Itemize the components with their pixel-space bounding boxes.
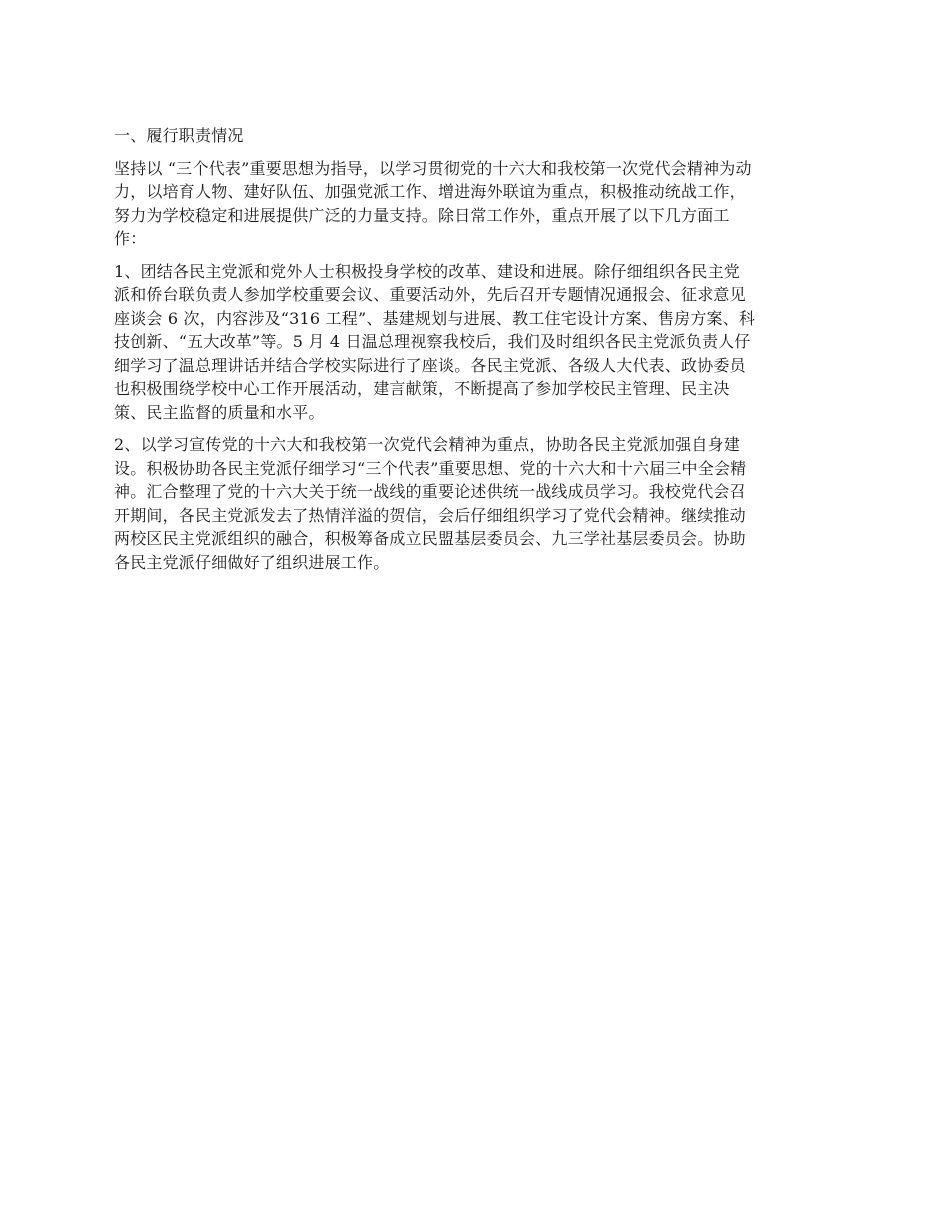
paragraph-line: 力，以培育人物、建好队伍、加强党派工作、增进海外联谊为重点，积极推动统战工作，	[114, 182, 746, 201]
paragraph-intro	[114, 157, 840, 251]
paragraph-item-2	[114, 433, 840, 574]
paragraph-line: 派和侨台联负责人参加学校重要会议、重要活动外，先后召开专题情况通报会、征求意见	[114, 285, 746, 304]
paragraph-line: 座谈会 6 次，内容涉及“316 工程”、基建规划与进展、教工住宅设计方案、售房方案、科	[114, 308, 756, 328]
paragraph-line: 努力为学校稳定和进展提供广泛的力量支持。除日常工作外，重点开展了以下几方面工	[114, 205, 730, 225]
paragraph-line: 神。汇合整理了党的十六大关于统一战线的重要论述供统一战线成员学习。我校党代会召	[114, 482, 746, 501]
paragraph-line: 各民主党派仔细做好了组织进展工作。	[114, 552, 390, 572]
paragraph-line: 细学习了温总理讲话并结合学校实际进行了座谈。各民主党派、各级人大代表、政协委员	[114, 355, 746, 375]
paragraph-line: 开期间，各民主党派发去了热情洋溢的贺信，会后仔细组织学习了党代会精神。继续推动	[114, 505, 746, 525]
document-body	[114, 124, 840, 583]
paragraph-line: 2、以学习宣传党的十六大和我校第一次党代会精神为重点，协助各民主党派加强自身建	[114, 435, 740, 454]
paragraph-item-1	[114, 260, 840, 425]
paragraph-line: 也积极围绕学校中心工作开展活动，建言献策，不断提高了参加学校民主管理、民主决	[114, 379, 730, 398]
paragraph-line: 坚持以 “三个代表”重要思想为指导，以学习贯彻党的十六大和我校第一次党代会精神为动	[114, 158, 752, 178]
paragraph-line: 策、民主监督的质量和水平。	[114, 402, 325, 422]
paragraph-line: 设。积极协助各民主党派仔细学习“三个代表”重要思想、党的十六大和十六届三中全会精	[114, 458, 747, 478]
paragraph-line: 技创新、“五大改革”等。5 月 4 日温总理视察我校后，我们及时组织各民主党派负责人仔	[114, 332, 751, 351]
section-heading: 一、履行职责情况	[114, 126, 244, 145]
paragraph-line: 两校区民主党派组织的融合，积极筹备成立民盟基层委员会、九三学社基层委员会。协助	[114, 529, 746, 548]
paragraph-line: 作：	[114, 229, 147, 248]
paragraph-line: 1、团结各民主党派和党外人士积极投身学校的改革、建设和进展。除仔细组织各民主党	[114, 261, 740, 281]
